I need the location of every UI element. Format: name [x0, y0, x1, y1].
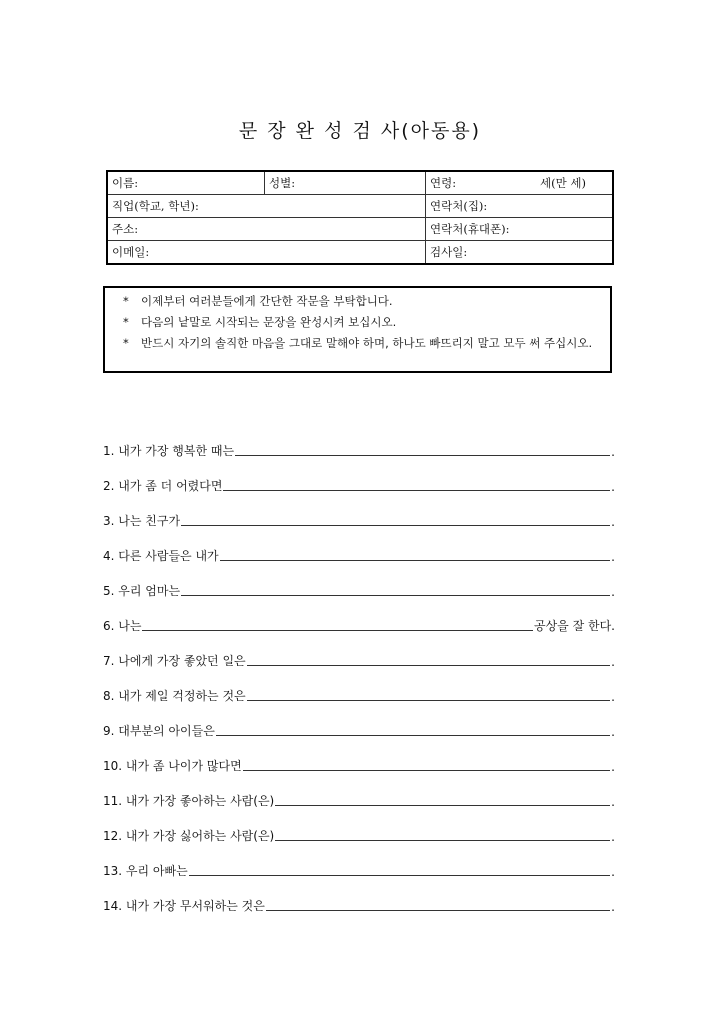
info-row — [107, 218, 613, 241]
sentence-prompt: 12. 내가 가장 싫어하는 사람(은) — [103, 829, 275, 843]
sentence-list — [103, 424, 615, 914]
sentence-prompt: 7. 나에게 가장 좋았던 일은 — [103, 654, 246, 668]
sentence-item — [103, 529, 615, 564]
sentence-prompt: 4. 다른 사람들은 내가 — [103, 549, 219, 563]
instruction-text: 반드시 자기의 솔직한 마음을 그대로 말해야 하며, 하나도 빠뜨리지 말고 모두 써 주십시오. — [141, 336, 593, 350]
sentence-item — [103, 809, 615, 844]
bullet-icon: * — [123, 294, 129, 308]
email-field[interactable]: 이메일: — [107, 241, 426, 265]
info-row — [107, 241, 613, 265]
sentence-ending: . — [611, 795, 615, 809]
answer-line[interactable] — [275, 804, 610, 806]
sentence-prompt: 11. 내가 가장 좋아하는 사람(은) — [103, 794, 275, 808]
answer-line[interactable] — [243, 769, 611, 771]
sentence-prompt: 13. 우리 아빠는 — [103, 864, 188, 878]
answer-line[interactable] — [223, 489, 610, 491]
info-row — [107, 195, 613, 218]
age-field[interactable] — [426, 171, 614, 195]
answer-line[interactable] — [247, 664, 611, 666]
sentence-item — [103, 844, 615, 879]
answer-line[interactable] — [247, 699, 611, 701]
info-row — [107, 171, 613, 195]
sentence-item — [103, 739, 615, 774]
sentence-ending: . — [611, 655, 615, 669]
sentence-ending: . — [611, 865, 615, 879]
sentence-prompt: 9. 대부분의 아이들은 — [103, 724, 215, 738]
sentence-prompt: 5. 우리 엄마는 — [103, 584, 181, 598]
sentence-item — [103, 564, 615, 599]
sentence-ending: . — [611, 900, 615, 914]
sentence-ending: . — [611, 550, 615, 564]
sentence-prompt: 1. 내가 가장 행복한 때는 — [103, 444, 235, 458]
sentence-prompt: 3. 나는 친구가 — [103, 514, 181, 528]
sentence-ending: . — [611, 585, 615, 599]
instruction-item — [123, 312, 604, 333]
answer-line[interactable] — [275, 839, 610, 841]
sentence-item — [103, 634, 615, 669]
sentence-item — [103, 459, 615, 494]
sentence-ending: . — [611, 830, 615, 844]
instruction-item — [123, 333, 604, 354]
answer-line[interactable] — [189, 874, 610, 876]
sentence-prompt: 14. 내가 가장 무서워하는 것은 — [103, 899, 265, 913]
sentence-prompt: 10. 내가 좀 나이가 많다면 — [103, 759, 242, 773]
occupation-field[interactable]: 직업(학교, 학년): — [107, 195, 426, 218]
sentence-prompt: 2. 내가 좀 더 어렸다면 — [103, 479, 223, 493]
answer-line[interactable] — [266, 909, 610, 911]
sentence-prompt: 6. 나는 — [103, 619, 142, 633]
sentence-ending: . — [611, 480, 615, 494]
bullet-icon: * — [123, 336, 129, 350]
page-title: 문 장 완 성 검 사(아동용) — [238, 120, 482, 142]
instruction-text: 다음의 낱말로 시작되는 문장을 완성시켜 보십시오. — [141, 315, 397, 329]
sentence-ending: . — [611, 760, 615, 774]
sentence-prompt: 8. 내가 제일 걱정하는 것은 — [103, 689, 246, 703]
gender-field[interactable]: 성별: — [265, 171, 426, 195]
sentence-item — [103, 599, 615, 634]
instructions-box — [103, 286, 612, 373]
sentence-item — [103, 774, 615, 809]
answer-line[interactable] — [181, 594, 610, 596]
phone-mobile-field[interactable]: 연락처(휴대폰): — [426, 218, 614, 241]
sentence-item — [103, 669, 615, 704]
personal-info-table — [106, 170, 614, 265]
sentence-item — [103, 424, 615, 459]
answer-line[interactable] — [181, 524, 610, 526]
examiner-field[interactable]: 검사일: — [426, 241, 614, 265]
bullet-icon: * — [123, 315, 129, 329]
answer-line[interactable] — [142, 629, 533, 631]
age-suffix: 세(만 세) — [540, 176, 586, 190]
sentence-item — [103, 879, 615, 914]
name-field[interactable]: 이름: — [107, 171, 265, 195]
answer-line[interactable] — [220, 559, 611, 561]
sentence-item — [103, 494, 615, 529]
answer-line[interactable] — [235, 454, 610, 456]
sentence-item — [103, 704, 615, 739]
age-label: 연령: — [430, 176, 457, 190]
sentence-ending: 공상을 잘 한다. — [534, 619, 615, 633]
phone-home-field[interactable]: 연락처(집): — [426, 195, 614, 218]
answer-line[interactable] — [216, 734, 610, 736]
sentence-ending: . — [611, 690, 615, 704]
instruction-item — [123, 291, 604, 312]
sentence-ending: . — [611, 515, 615, 529]
sentence-ending: . — [611, 725, 615, 739]
instruction-text: 이제부터 여러분들에게 간단한 작문을 부탁합니다. — [141, 294, 393, 308]
sentence-ending: . — [611, 445, 615, 459]
address-field[interactable]: 주소: — [107, 218, 426, 241]
